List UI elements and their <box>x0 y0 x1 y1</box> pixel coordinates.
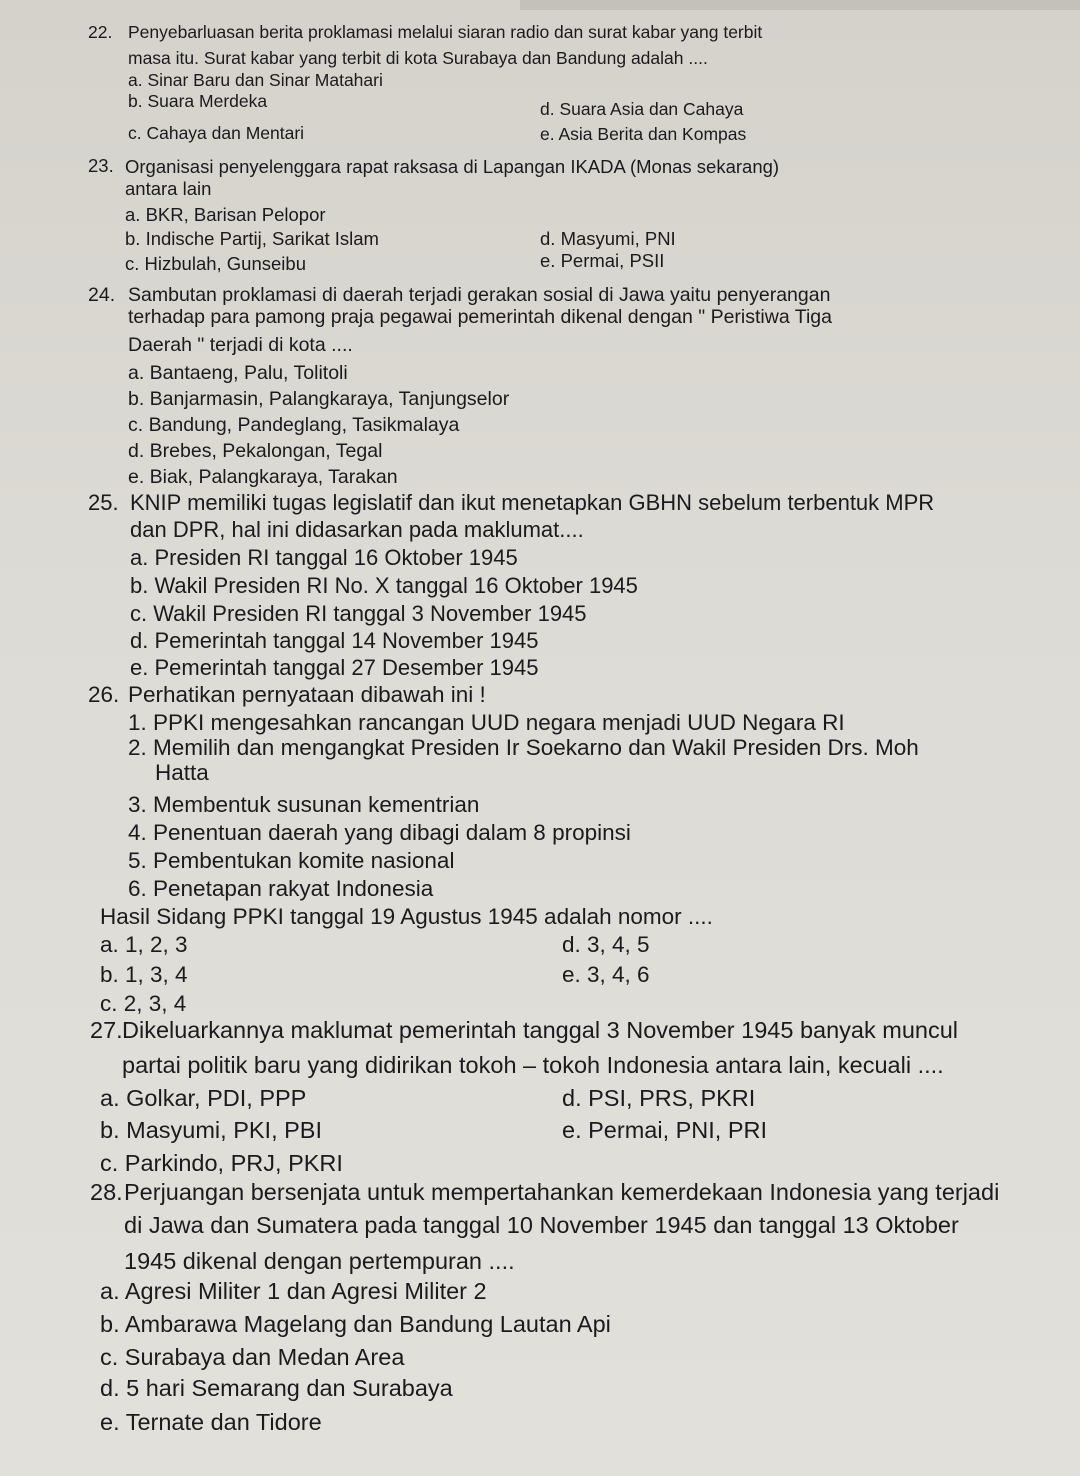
q22-option-c: c. Cahaya dan Mentari <box>128 123 305 143</box>
q26-statement-2: 2. Memilih dan mengangkat Presiden Ir Soekarno dan Wakil Presiden Drs. Moh <box>128 735 919 760</box>
q26-option-e: e. 3, 4, 6 <box>562 962 650 987</box>
q27-option-d: d. PSI, PRS, PKRI <box>562 1085 756 1111</box>
q23-text-line2: antara lain <box>125 178 212 199</box>
q23-option-e: e. Permai, PSII <box>540 250 665 271</box>
q23-text-line1: Organisasi penyelenggara rapat raksasa di Lapangan IKADA (Monas sekarang) <box>125 156 780 177</box>
q24-text-line1: Sambutan proklamasi di daerah terjadi gerakan sosial di Jawa yaitu penyerangan <box>128 284 831 306</box>
q27-text-line2: partai politik baru yang didirikan tokoh – tokoh Indonesia antara lain, kecuali .... <box>122 1052 944 1078</box>
q27-text-line1: Dikeluarkannya maklumat pemerintah tanggal 3 November 1945 banyak muncul <box>122 1017 959 1043</box>
q25-text-line1: KNIP memiliki tugas legislatif dan ikut menetapkan GBHN sebelum terbentuk MPR <box>130 490 935 515</box>
q24-option-e: e. Biak, Palangkaraya, Tarakan <box>128 466 398 488</box>
q27-number: 27. <box>90 1017 123 1043</box>
page-edge <box>520 0 1080 10</box>
q27-option-b: b. Masyumi, PKI, PBI <box>100 1117 323 1143</box>
q24-option-a: a. Bantaeng, Palu, Tolitoli <box>128 362 348 384</box>
q28-text-line1: Perjuangan bersenjata untuk mempertahankan kemerdekaan Indonesia yang terjadi <box>124 1179 1000 1205</box>
q24-number: 24. <box>88 284 116 306</box>
q28-option-d: d. 5 hari Semarang dan Surabaya <box>100 1375 453 1401</box>
q24-option-d: d. Brebes, Pekalongan, Tegal <box>128 440 383 462</box>
q28-option-c: c. Surabaya dan Medan Area <box>100 1344 405 1370</box>
q28-option-a: a. Agresi Militer 1 dan Agresi Militer 2 <box>100 1278 487 1304</box>
q28-number: 28. <box>90 1179 123 1205</box>
q23-option-d: d. Masyumi, PNI <box>540 228 676 249</box>
q26-statement-1: 1. PPKI mengesahkan rancangan UUD negara menjadi UUD Negara RI <box>128 710 845 735</box>
q27-option-c: c. Parkindo, PRJ, PKRI <box>100 1150 343 1176</box>
q22-option-d: d. Suara Asia dan Cahaya <box>540 99 744 119</box>
q25-option-c: c. Wakil Presiden RI tanggal 3 November 1945 <box>130 601 587 626</box>
q26-option-c: c. 2, 3, 4 <box>100 991 187 1016</box>
q28-text-line3: 1945 dikenal dengan pertempuran .... <box>124 1248 515 1274</box>
q25-option-e: e. Pemerintah tanggal 27 Desember 1945 <box>130 655 539 680</box>
q28-text-line2: di Jawa dan Sumatera pada tanggal 10 November 1945 dan tanggal 13 Oktober <box>124 1212 959 1238</box>
q26-option-d: d. 3, 4, 5 <box>562 932 650 957</box>
q26-number: 26. <box>88 682 120 707</box>
q25-option-a: a. Presiden RI tanggal 16 Oktober 1945 <box>130 545 518 570</box>
q22-number: 22. <box>88 22 113 42</box>
q27-option-a: a. Golkar, PDI, PPP <box>100 1085 307 1111</box>
q26-option-b: b. 1, 3, 4 <box>100 962 188 987</box>
q22-text-line2: masa itu. Surat kabar yang terbit di kota Surabaya dan Bandung adalah .... <box>128 48 708 68</box>
q28-option-e: e. Ternate dan Tidore <box>100 1409 322 1435</box>
q23-option-c: c. Hizbulah, Gunseibu <box>125 253 306 274</box>
q25-text-line2: dan DPR, hal ini didasarkan pada maklumat.... <box>130 517 584 542</box>
q26-statement-2-cont: Hatta <box>155 760 209 785</box>
q27-option-e: e. Permai, PNI, PRI <box>562 1117 768 1143</box>
q24-text-line3: Daerah " terjadi di kota .... <box>128 334 353 356</box>
q26-statement-4: 4. Penentuan daerah yang dibagi dalam 8 propinsi <box>128 820 631 845</box>
q26-statement-3: 3. Membentuk susunan kementrian <box>128 792 480 817</box>
q26-option-a: a. 1, 2, 3 <box>100 932 188 957</box>
q24-text-line2: terhadap para pamong praja pegawai pemerintah dikenal dengan " Peristiwa Tiga <box>128 306 832 328</box>
q22-option-e: e. Asia Berita dan Kompas <box>540 124 747 144</box>
q23-option-a: a. BKR, Barisan Pelopor <box>125 204 326 225</box>
q26-statement-6: 6. Penetapan rakyat Indonesia <box>128 876 434 901</box>
q26-text-line1: Perhatikan pernyataan dibawah ini ! <box>128 682 486 707</box>
q22-option-b: b. Suara Merdeka <box>128 91 268 111</box>
q22-option-a: a. Sinar Baru dan Sinar Matahari <box>128 70 383 90</box>
q24-option-c: c. Bandung, Pandeglang, Tasikmalaya <box>128 414 460 436</box>
q25-option-d: d. Pemerintah tanggal 14 November 1945 <box>130 628 539 653</box>
q26-statement-5: 5. Pembentukan komite nasional <box>128 848 455 873</box>
q22-text-line1: Penyebarluasan berita proklamasi melalui siaran radio dan surat kabar yang terbit <box>128 22 763 42</box>
q24-option-b: b. Banjarmasin, Palangkaraya, Tanjungselor <box>128 388 510 410</box>
q23-number: 23. <box>88 155 114 176</box>
q28-option-b: b. Ambarawa Magelang dan Bandung Lautan Api <box>100 1311 611 1337</box>
q23-option-b: b. Indische Partij, Sarikat Islam <box>125 228 379 249</box>
q26-stem: Hasil Sidang PPKI tanggal 19 Agustus 1945 adalah nomor .... <box>100 904 713 929</box>
q25-number: 25. <box>88 490 119 515</box>
q25-option-b: b. Wakil Presiden RI No. X tanggal 16 Oktober 1945 <box>130 573 638 598</box>
